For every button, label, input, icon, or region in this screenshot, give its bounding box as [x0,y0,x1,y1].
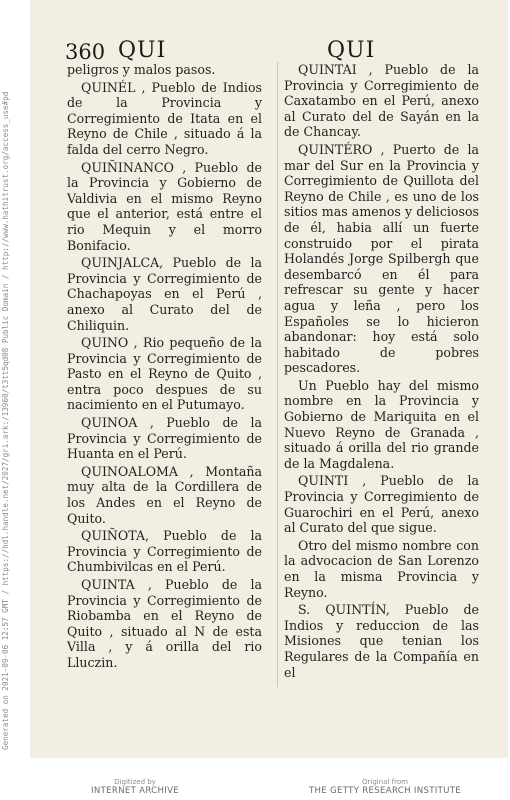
getty-institute-label: THE GETTY RESEARCH INSTITUTE [308,786,461,796]
entry-paragraph: QUIÑINANCO , Pueblo de la Provincia y Gobierno de Valdivia en el mismo Reyno que el anterior, está entre el rio Mequin y el morro Bonifacio. [67,159,262,253]
internet-archive-label: INTERNET ARCHIVE [91,786,179,796]
entry-paragraph: QUINOA , Pueblo de la Provincia y Corregimiento de Huanta en el Perú. [67,415,262,462]
right-column [284,62,479,682]
entry-paragraph: Otro del mismo nombre con la advocacion de San Lorenzo en la misma Provincia y Reyno. [284,537,479,600]
entry-paragraph: QUINTAI , Pueblo de la Provincia y Corregimiento de Caxatambo en el Perú, anexo al Curato del de Sayán en la de Chancay. [284,62,479,140]
page-number: 360 [65,40,106,64]
running-head-left: QUI [118,38,167,63]
original-from-label: Original from [362,778,408,786]
entry-paragraph: QUINO , Rio pequeño de la Provincia y Corregimiento de Pasto en el Reyno de Quito , entra poco despues de su nacimiento en el Putumayo. [67,335,262,413]
entry-paragraph: Un Pueblo hay del mismo nombre en la Provincia y Gobierno de Mariquita en el Nuevo Reyno de Granada , situado á orilla del rio grande de la Magdalena. [284,377,479,471]
entry-paragraph: QUINÉL , Pueblo de Indios de la Provincia y Corregimiento de Itata en el Reyno de Chile , situado á la falda del cerro Negro. [67,79,262,157]
left-column [67,62,262,673]
entry-paragraph: QUIÑOTA, Pueblo de la Provincia y Corregimiento de Chumbivilcas en el Perú. [67,528,262,575]
entry-paragraph: peligros y malos pasos. [67,62,216,77]
entry-paragraph: QUINOALOMA , Montaña muy alta de la Cordillera de los Andes en el Reyno de Quito. [67,463,262,526]
running-head-right: QUI [327,38,376,63]
column-divider [277,62,278,687]
entry-paragraph: QUINJALCA, Pueblo de la Provincia y Corregimiento de Chachapoyas en el Perú , anexo al Curato del de Chiliquin. [67,255,262,333]
hathitrust-side-note: Generated on 2021-09-06 12:57 GMT / https://hdl.handle.net/2027/gri.ark:/13960/t3tt5qd08 Public Domain / http://www.hathitrust.org/access_use#pd [1,91,10,750]
entry-paragraph: QUINTA , Pueblo de la Provincia y Corregimiento de Riobamba en el Reyno de Quito , situado al N de esta Villa , y á orilla del rio Lluczin. [67,577,262,670]
digitized-by-label: Digitized by [114,778,156,786]
page-footer [0,758,510,800]
entry-paragraph: QUINTÉRO , Puerto de la mar del Sur en la Provincia y Corregimiento de Quillota del Reyno de Chile , es uno de los sitios mas amenos y deliciosos de él, habia allí un fuerte construido por el pirata Holandés Jorge Spilbergh que desembarcó en él para refrescar su gente y hacer agua y leña , pero los Españoles se lo hicieron abandonar: hoy está solo habitado de pobres pescadores. [284,141,479,376]
entry-paragraph: QUINTI , Pueblo de la Provincia y Corregimiento de Guarochiri en el Perú, anexo al Curato del que sigue. [284,473,479,536]
original-from-block [300,778,470,796]
digitized-by-block [60,778,210,796]
entry-paragraph: S. QUINTÍN, Pueblo de Indios y reduccion de las Misiones que tenian los Regulares de la Compañía en el [284,602,479,680]
